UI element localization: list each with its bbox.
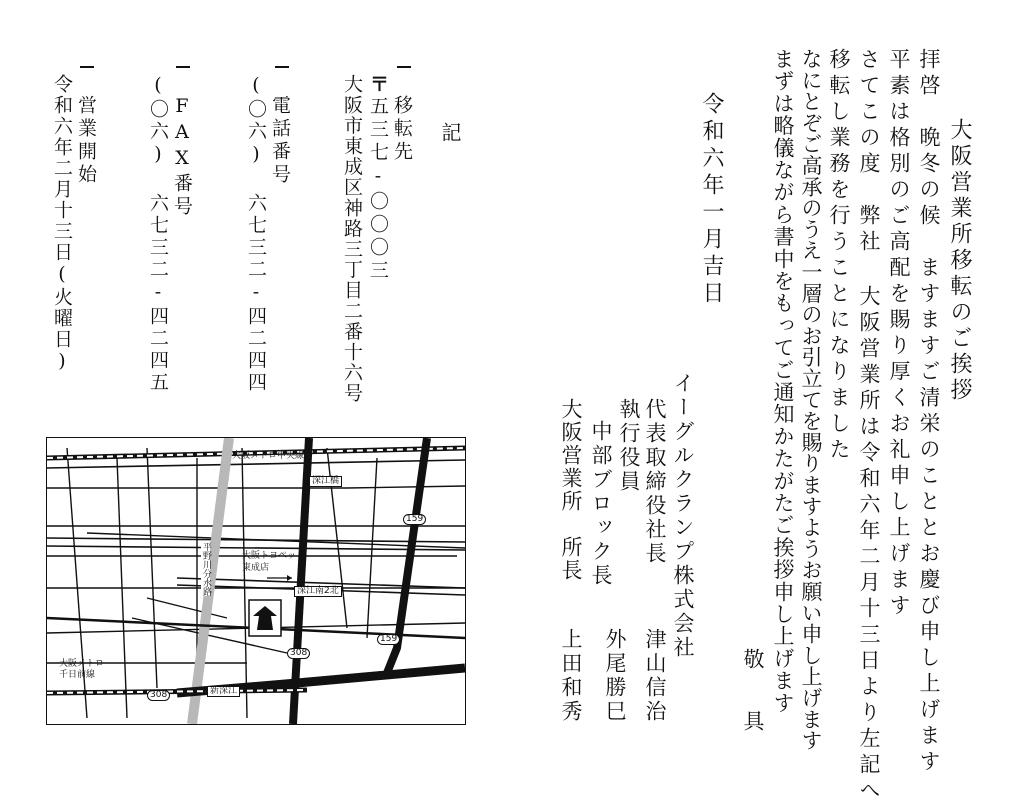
bullet-dash-3 [176,66,190,68]
postal-mark-icon: 〒 [367,74,389,97]
open-date: 令和六年二月十三日(火曜日) [51,74,73,374]
location-map [46,437,466,725]
letter-body-line-6: まずは略儀ながら書中をもってご通知かたがたご挨拶申し上げます [771,48,795,714]
label-intersection: 深江南2北 [294,586,342,597]
bullet-dash-2 [275,66,289,68]
letter-closing: 敬 具 [741,648,765,741]
letter-body-line-1: 拝啓 晩冬の候 ますますご清栄のこととお慶び申し上げます [917,48,941,776]
letter-body-line-3: さてこの度 弊社 大阪営業所は令和六年二月十三日より左記へ [857,48,881,805]
section-4-label: 営業開始 [75,95,97,187]
postal-code: 五三七-〇〇〇三 [367,96,389,283]
letter-body-line-5: なにとぞご高承のうえ一層のお引立てを賜りますようお願い申し上げます [799,48,823,751]
ki-heading: 記 [438,122,462,147]
label-route-159-top: 159 [403,514,426,525]
arrow-icon [287,575,292,581]
signatory-3-title: 大阪営業所 所長 [559,398,583,582]
signatory-3-name: 上田和秀 [559,628,583,724]
company-name: イーグルクランプ株式会社 [671,372,695,660]
signatory-2-title2: 中部ブロック長 [589,420,613,588]
label-route-159-bottom: 159 [377,634,400,645]
label-route-308-left: 308 [147,690,170,701]
label-sennichimae-2: 千日前線 [59,670,96,680]
section-1-label: 移転先 [391,95,413,164]
signatory-1-name: 津山信治 [643,628,667,724]
signatory-2-name: 外尾勝巳 [603,628,627,724]
label-sennichimae-1: 大阪メトロ [59,659,105,669]
letter-title: 大阪営業所移転のご挨拶 [947,118,972,404]
label-shinfukae: 新深江 [207,686,240,697]
map-roads [47,438,465,724]
label-chuo-line: 大阪メトロ中央線 [232,451,305,461]
signatory-2-title: 執行役員 [617,398,641,494]
fax-number: (〇六) 六七三二-四二四五 [147,74,169,394]
sennichimae-subway-line [47,690,307,693]
label-fukaebashi: 深江橋 [309,476,342,487]
bullet-dash-4 [80,66,94,68]
signatory-1-title: 代表取締役社長 [643,398,667,566]
label-route-308-mid: 308 [287,648,310,659]
letter-body-line-4: 移転し業務を行うことになりました [827,48,851,464]
label-office-name-1: 大阪トヨペット [242,551,306,561]
letter-body-line-2: 平素は格別のご高配を賜り厚くお礼申し上げます [887,48,911,620]
phone-number: (〇六) 六七三二-四二四四 [245,74,267,394]
bullet-dash-1 [397,66,411,68]
section-2-label: 電話番号 [269,95,291,187]
letter-date: 令和六年一月吉日 [699,92,724,308]
address: 大阪市東成区神路三丁目二番十六号 [341,74,363,404]
label-hiranogawa: 平野川分水路 [201,542,211,596]
label-office-name-2: 東成店 [242,563,270,573]
section-3-label: FAX番号 [171,95,193,219]
